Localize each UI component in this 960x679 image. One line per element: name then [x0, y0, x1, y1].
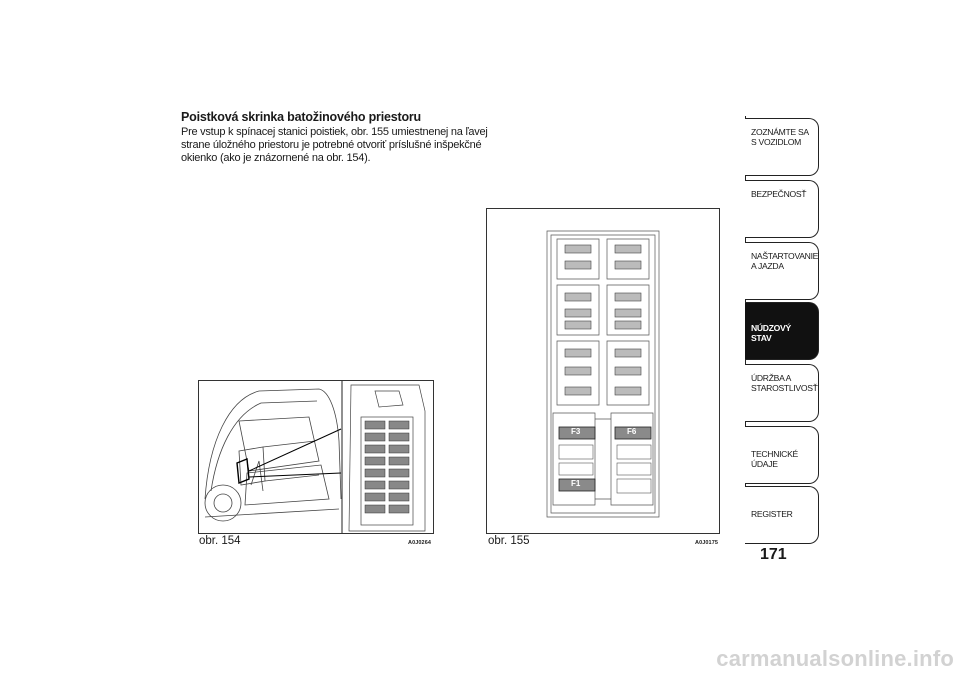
fuse-label-f6: F6	[627, 427, 637, 436]
figure-155-caption: obr. 155	[488, 535, 530, 547]
fuse-panel-drawing	[487, 209, 719, 533]
body-line: strane úložného priestoru je potrebné otvoriť príslušné inšpekčné	[181, 139, 482, 152]
page-number: 171	[760, 546, 787, 563]
sidebar-tab-bezpecnost[interactable]	[745, 180, 819, 238]
body-line: okienko (ako je znázornené na obr. 154).	[181, 152, 371, 165]
sidebar-tab-label: BEZPEČNOSŤ	[751, 189, 807, 199]
figure-155-fuse-panel	[486, 208, 720, 534]
sidebar-tab-label: ZOZNÁMTE SA S VOZIDLOM	[751, 127, 809, 147]
sidebar-tab-label: NÚDZOVÝ STAV	[751, 323, 791, 343]
figure-154-code: A0J0264	[408, 540, 432, 546]
fuse-label-f3: F3	[571, 427, 581, 436]
sidebar-tab-label: ÚDRŽBA A STAROSTLIVOSŤ	[751, 373, 818, 393]
sidebar-tab-technicke-udaje[interactable]	[745, 426, 819, 484]
sidebar-tab-register[interactable]	[745, 486, 819, 544]
sidebar-tab-nastartovanie[interactable]	[745, 242, 819, 300]
sidebar-tab-udrzba[interactable]	[745, 364, 819, 422]
figure-154-caption: obr. 154	[199, 535, 241, 547]
sidebar-tab-label: TECHNICKÉ ÚDAJE	[751, 449, 798, 469]
sidebar-tab-label: NAŠTARTOVANIE A JAZDA	[751, 251, 819, 271]
section-body-text	[181, 126, 488, 166]
fuse-label-f1: F1	[571, 479, 581, 488]
sidebar-tab-zoznamte-sa[interactable]	[745, 118, 819, 176]
sidebar-tab-label: REGISTER	[751, 509, 793, 519]
figure-155-code: A0J0175	[695, 540, 719, 546]
trunk-line-drawing	[199, 381, 433, 533]
figure-154-trunk-illustration	[198, 380, 434, 534]
section-heading: Poistková skrinka batožinového priestoru	[181, 110, 421, 124]
body-line: Pre vstup k spínacej stanici poistiek, obr. 155 umiestnenej na ľavej	[181, 126, 488, 138]
watermark: carmanualsonline.info	[716, 646, 954, 671]
sidebar-tab-nudzovy-stav[interactable]	[745, 302, 819, 360]
